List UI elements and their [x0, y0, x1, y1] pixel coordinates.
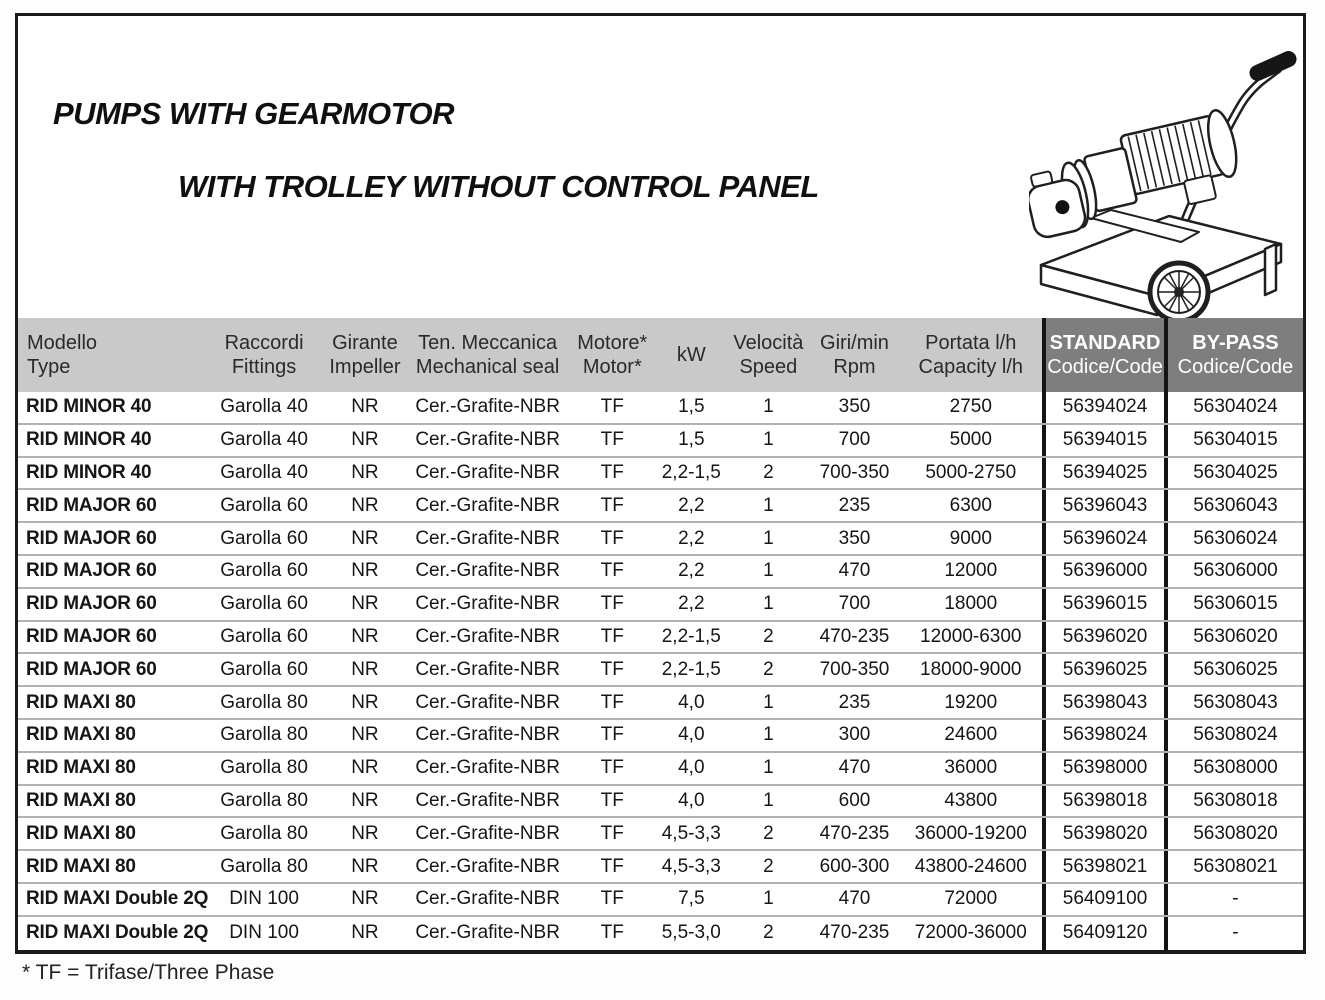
table-row: [18, 490, 1303, 523]
table-cell: NR: [351, 822, 379, 844]
header-cell-portata-l-h: Portata l/h Capacity l/h: [899, 318, 1042, 392]
table-cell: Cer.-Grafite-NBR: [415, 560, 560, 582]
table-cell: Cer.-Grafite-NBR: [415, 461, 560, 483]
header-cell-motore-: Motore* Motor*: [569, 318, 655, 392]
table-cell: 56306015: [1193, 593, 1278, 615]
table-cell: 1: [763, 757, 774, 779]
table-cell: 56304015: [1193, 429, 1278, 451]
table-cell: 7,5: [678, 888, 705, 910]
header-cell-standard: STANDARD Codice/Code: [1042, 318, 1168, 392]
table-cell: 2: [763, 822, 774, 844]
table-cell: 56396043: [1042, 490, 1168, 521]
table-cell: 2: [763, 855, 774, 877]
table-cell: 18000: [944, 593, 998, 615]
table-cell: Garolla 60: [220, 527, 308, 549]
table-cell: Garolla 80: [220, 855, 308, 877]
table-cell: 56396015: [1042, 589, 1168, 620]
table-cell: NR: [351, 658, 379, 680]
table-cell: Garolla 40: [220, 429, 308, 451]
table-cell: 2: [763, 922, 774, 944]
table-cell: 470: [838, 560, 871, 582]
table-cell: DIN 100: [229, 888, 299, 910]
table-cell: NR: [351, 625, 379, 647]
table-cell: 350: [838, 396, 871, 418]
table-cell: 56306025: [1193, 658, 1278, 680]
page-subtitle: WITH TROLLEY WITHOUT CONTROL PANEL: [178, 169, 819, 204]
table-cell: NR: [351, 593, 379, 615]
footnote-tf-legend: * TF = Trifase/Three Phase: [22, 961, 275, 984]
model-cell: RID MAXI 80: [26, 757, 136, 779]
table-cell: 235: [838, 691, 871, 713]
table-row: [18, 851, 1303, 884]
table-cell: 56304024: [1193, 396, 1278, 418]
table-cell: 56308043: [1193, 691, 1278, 713]
model-cell: RID MINOR 40: [26, 461, 152, 483]
table-cell: NR: [351, 691, 379, 713]
table-cell: Cer.-Grafite-NBR: [415, 527, 560, 549]
model-cell: RID MAJOR 60: [26, 625, 157, 647]
model-cell: RID MAJOR 60: [26, 593, 157, 615]
table-cell: Cer.-Grafite-NBR: [415, 757, 560, 779]
table-row: [18, 687, 1303, 720]
table-cell: 700: [838, 429, 871, 451]
table-cell: Cer.-Grafite-NBR: [415, 396, 560, 418]
table-cell: NR: [351, 855, 379, 877]
table-cell: 4,0: [678, 789, 705, 811]
table-cell: Garolla 60: [220, 494, 308, 516]
table-cell: TF: [600, 625, 624, 647]
table-cell: 4,0: [678, 724, 705, 746]
table-cell: 700-350: [819, 658, 890, 680]
table-cell: 56398021: [1042, 851, 1168, 882]
model-cell: RID MINOR 40: [26, 396, 152, 418]
table-cell: 9000: [949, 527, 992, 549]
table-cell: 56394025: [1042, 458, 1168, 489]
table-cell: Garolla 40: [220, 461, 308, 483]
table-cell: 470-235: [819, 922, 890, 944]
model-cell: RID MAJOR 60: [26, 658, 157, 680]
table-cell: Garolla 80: [220, 789, 308, 811]
header-cell-kw: kW: [655, 318, 727, 392]
table-cell: 470: [838, 888, 871, 910]
table-cell: NR: [351, 789, 379, 811]
header-cell-modello: Modello Type: [18, 318, 204, 392]
table-cell: 4,0: [678, 691, 705, 713]
table-cell: Garolla 60: [220, 560, 308, 582]
table-cell: 43800-24600: [914, 855, 1027, 877]
table-cell: Cer.-Grafite-NBR: [415, 888, 560, 910]
table-cell: 56394024: [1042, 392, 1168, 423]
table-cell: NR: [351, 494, 379, 516]
table-row: [18, 392, 1303, 425]
table-cell: 56409100: [1042, 884, 1168, 915]
table-cell: 2,2-1,5: [661, 658, 721, 680]
table-cell: Cer.-Grafite-NBR: [415, 429, 560, 451]
table-cell: 2,2: [678, 494, 705, 516]
table-cell: 72000: [944, 888, 998, 910]
table-cell: NR: [351, 461, 379, 483]
table-cell: Garolla 80: [220, 757, 308, 779]
model-cell: RID MAXI Double 2Q: [26, 922, 209, 944]
table-cell: 700-350: [819, 461, 890, 483]
table-cell: TF: [600, 724, 624, 746]
table-cell: 1: [763, 888, 774, 910]
model-cell: RID MAXI Double 2Q: [26, 888, 209, 910]
table-cell: 300: [838, 724, 871, 746]
table-row: [18, 556, 1303, 589]
model-cell: RID MAXI 80: [26, 822, 136, 844]
table-cell: TF: [600, 593, 624, 615]
table-cell: 600: [838, 789, 871, 811]
model-cell: RID MAXI 80: [26, 691, 136, 713]
table-cell: TF: [600, 560, 624, 582]
table-cell: 36000: [944, 757, 998, 779]
model-cell: RID MAXI 80: [26, 855, 136, 877]
model-cell: RID MAXI 80: [26, 724, 136, 746]
table-cell: 2: [763, 461, 774, 483]
table-cell: NR: [351, 560, 379, 582]
table-cell: Cer.-Grafite-NBR: [415, 691, 560, 713]
table-cell: TF: [600, 494, 624, 516]
table-cell: 350: [838, 527, 871, 549]
page-border-box: [15, 13, 1306, 954]
table-cell: 1: [763, 789, 774, 811]
table-cell: 470-235: [819, 822, 890, 844]
table-cell: 1: [763, 593, 774, 615]
table-cell: Garolla 60: [220, 658, 308, 680]
table-cell: 56306020: [1193, 625, 1278, 647]
header-cell-girante: Girante Impeller: [324, 318, 406, 392]
model-cell: RID MAXI 80: [26, 789, 136, 811]
table-cell: 56409120: [1042, 917, 1168, 950]
table-cell: Cer.-Grafite-NBR: [415, 822, 560, 844]
table-cell: 2: [763, 625, 774, 647]
table-cell: 2,2-1,5: [661, 625, 721, 647]
table-cell: 1,5: [678, 429, 705, 451]
table-cell: 2: [763, 658, 774, 680]
table-cell: TF: [600, 789, 624, 811]
table-cell: TF: [600, 822, 624, 844]
header-cell-by-pass: BY-PASS Codice/Code: [1168, 318, 1303, 392]
table-cell: 56398043: [1042, 687, 1168, 718]
table-cell: 56396025: [1042, 654, 1168, 685]
table-cell: Garolla 80: [220, 822, 308, 844]
table-cell: 56396024: [1042, 523, 1168, 554]
pump-spec-table: [18, 318, 1303, 950]
table-cell: NR: [351, 724, 379, 746]
table-cell: NR: [351, 396, 379, 418]
table-cell: 19200: [944, 691, 998, 713]
table-cell: 470: [838, 757, 871, 779]
table-cell: 43800: [944, 789, 998, 811]
table-cell: 1: [763, 396, 774, 418]
table-row: [18, 753, 1303, 786]
table-cell: 6300: [949, 494, 992, 516]
table-cell: NR: [351, 527, 379, 549]
table-cell: -: [1232, 888, 1239, 910]
table-row: [18, 884, 1303, 917]
table-cell: 56308018: [1193, 789, 1278, 811]
table-row: [18, 786, 1303, 819]
table-cell: Garolla 60: [220, 593, 308, 615]
table-cell: NR: [351, 888, 379, 910]
table-cell: 1: [763, 691, 774, 713]
table-cell: Cer.-Grafite-NBR: [415, 658, 560, 680]
table-cell: 2750: [949, 396, 992, 418]
table-cell: 56308024: [1193, 724, 1278, 746]
table-cell: 4,5-3,3: [661, 822, 721, 844]
table-cell: 1: [763, 494, 774, 516]
table-cell: 2,2: [678, 593, 705, 615]
model-cell: RID MAJOR 60: [26, 494, 157, 516]
table-cell: -: [1232, 922, 1239, 944]
table-cell: 5000-2750: [925, 461, 1017, 483]
table-cell: 700: [838, 593, 871, 615]
table-header-row: [18, 318, 1303, 392]
table-cell: TF: [600, 757, 624, 779]
table-cell: 470-235: [819, 625, 890, 647]
table-cell: 56306043: [1193, 494, 1278, 516]
table-cell: 56394015: [1042, 425, 1168, 456]
table-cell: 56398000: [1042, 753, 1168, 784]
table-cell: Garolla 60: [220, 625, 308, 647]
table-cell: 56398024: [1042, 720, 1168, 751]
table-cell: 1: [763, 429, 774, 451]
model-cell: RID MAJOR 60: [26, 527, 157, 549]
model-cell: RID MAJOR 60: [26, 560, 157, 582]
table-cell: Cer.-Grafite-NBR: [415, 625, 560, 647]
table-cell: TF: [600, 855, 624, 877]
table-cell: TF: [600, 461, 624, 483]
table-cell: NR: [351, 922, 379, 944]
table-cell: Cer.-Grafite-NBR: [415, 494, 560, 516]
table-cell: 56396020: [1042, 622, 1168, 653]
header-cell-ten-meccanica: Ten. Meccanica Mechanical seal: [406, 318, 569, 392]
table-row: [18, 622, 1303, 655]
table-row: [18, 720, 1303, 753]
table-cell: Garolla 80: [220, 724, 308, 746]
table-cell: 24600: [944, 724, 998, 746]
table-row: [18, 654, 1303, 687]
table-cell: TF: [600, 691, 624, 713]
table-cell: 235: [838, 494, 871, 516]
table-cell: 1: [763, 560, 774, 582]
table-cell: 18000-9000: [920, 658, 1022, 680]
table-cell: 2,2: [678, 527, 705, 549]
table-row: [18, 523, 1303, 556]
table-cell: 56308021: [1193, 855, 1278, 877]
table-cell: 56304025: [1193, 461, 1278, 483]
table-row: [18, 458, 1303, 491]
table-cell: 56308020: [1193, 822, 1278, 844]
table-row: [18, 917, 1303, 950]
header-cell-giri-min: Giri/min Rpm: [810, 318, 900, 392]
table-cell: 2,2: [678, 560, 705, 582]
table-cell: Cer.-Grafite-NBR: [415, 789, 560, 811]
header-cell-velocit-: Velocità Speed: [727, 318, 809, 392]
header-cell-raccordi: Raccordi Fittings: [204, 318, 324, 392]
table-cell: TF: [600, 922, 624, 944]
table-cell: 56398018: [1042, 786, 1168, 817]
table-cell: 56308000: [1193, 757, 1278, 779]
table-cell: 36000-19200: [914, 822, 1027, 844]
table-cell: 1: [763, 527, 774, 549]
table-cell: TF: [600, 888, 624, 910]
table-row: [18, 589, 1303, 622]
table-row: [18, 818, 1303, 851]
table-cell: 72000-36000: [914, 922, 1027, 944]
table-cell: Cer.-Grafite-NBR: [415, 922, 560, 944]
table-cell: 5000: [949, 429, 992, 451]
table-cell: NR: [351, 757, 379, 779]
table-cell: 4,5-3,3: [661, 855, 721, 877]
table-cell: TF: [600, 658, 624, 680]
table-cell: TF: [600, 429, 624, 451]
pump-trolley-illustration-icon: [1029, 22, 1297, 320]
table-cell: 56398020: [1042, 818, 1168, 849]
table-row: [18, 425, 1303, 458]
table-cell: 12000: [944, 560, 998, 582]
page-title: PUMPS WITH GEARMOTOR: [53, 96, 455, 131]
table-cell: DIN 100: [229, 922, 299, 944]
table-cell: Garolla 40: [220, 396, 308, 418]
table-cell: 5,5-3,0: [661, 922, 721, 944]
table-cell: Cer.-Grafite-NBR: [415, 855, 560, 877]
table-cell: 600-300: [819, 855, 890, 877]
table-cell: 56396000: [1042, 556, 1168, 587]
table-cell: 1: [763, 724, 774, 746]
model-cell: RID MINOR 40: [26, 429, 152, 451]
table-cell: 56306024: [1193, 527, 1278, 549]
table-cell: TF: [600, 527, 624, 549]
table-cell: 56306000: [1193, 560, 1278, 582]
table-cell: 2,2-1,5: [661, 461, 721, 483]
table-cell: TF: [600, 396, 624, 418]
table-cell: Cer.-Grafite-NBR: [415, 593, 560, 615]
table-cell: 1,5: [678, 396, 705, 418]
table-cell: 4,0: [678, 757, 705, 779]
table-cell: Cer.-Grafite-NBR: [415, 724, 560, 746]
table-cell: NR: [351, 429, 379, 451]
table-cell: Garolla 80: [220, 691, 308, 713]
table-cell: 12000-6300: [920, 625, 1022, 647]
